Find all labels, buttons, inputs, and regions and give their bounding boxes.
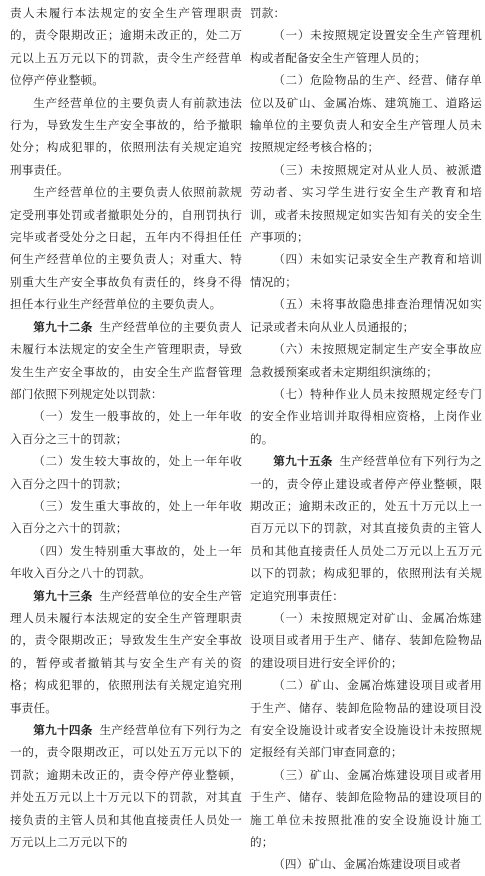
- paragraph-text: （一）发生一般事故的，处上一年年收入百分之三十的罚款；: [10, 409, 242, 446]
- paragraph-text: （五）未将事故隐患排查治理情况如实记录或者未向从业人员通报的；: [250, 297, 482, 334]
- paragraph-text: （七）特种作业人员未按照规定经专门的安全作业培训并取得相应资格，上岗作业的。: [250, 386, 482, 446]
- paragraph: [10, 405, 242, 450]
- left-column: [10, 2, 242, 853]
- paragraph: [250, 764, 482, 854]
- paragraph-text: （一）未按照规定设置安全生产管理机构或者配备安全生产管理人员的；: [250, 28, 482, 65]
- paragraph-text: （四）发生特别重大事故的，处上一年年收入百分之八十的罚款。: [10, 543, 242, 581]
- paragraph-text: （四）未如实记录安全生产教育和培训情况的；: [250, 252, 482, 289]
- paragraph-text: 罚款：: [250, 6, 286, 20]
- paragraph-text: （二）矿山、金属冶炼建设项目或者用于生产、储存、装卸危险物品的建设项目没有安全设施设计或者安全设施设计未按照规定报经有关部门审查同意的；: [250, 678, 482, 760]
- article-paragraph: [250, 450, 482, 607]
- article-paragraph: [10, 719, 242, 853]
- paragraph: [250, 248, 482, 293]
- paragraph-text: （六）未按照规定制定生产安全事故应急救援预案或者未定期组织演练的；: [250, 342, 482, 379]
- article-number: 第九十五条: [273, 454, 333, 469]
- paragraph-text: 生产经营单位有下列行为之一的，责令停止建设或者停产停业整顿，限期改正；逾期未改正的，处五十万元以上一百万元以下的罚款，对其直接负责的主管人员和其他直接责任人员处二万元以上五万元以下的罚款；构成犯罪的，依照刑法有关规定追究刑事责任：: [250, 454, 482, 603]
- paragraph: [250, 383, 482, 450]
- paragraph: [250, 853, 482, 875]
- paragraph: [250, 674, 482, 764]
- paragraph-text: （二）危险物品的生产、经营、储存单位以及矿山、金属冶炼、建筑施工、道路运输单位的主要负责人和安全生产管理人员未按照规定经考核合格的；: [250, 73, 482, 155]
- paragraph-text: 生产经营单位的主要负责人有前款违法行为，导致发生生产安全事故的，给予撤职处分；构成犯罪的，依照刑法有关规定追究刑事责任。: [10, 95, 242, 177]
- paragraph-text: 生产经营单位的主要负责人未履行本法规定的安全生产管理职责，导致发生生产安全事故的，由安全生产监督管理部门依照下列规定处以罚款：: [10, 319, 242, 401]
- article-paragraph: [10, 316, 242, 406]
- paragraph: [250, 338, 482, 383]
- paragraph-text: （三）发生重大事故的，处上一年年收入百分之六十的罚款；: [10, 498, 242, 536]
- paragraph-text: 生产经营单位的安全生产管理人员未履行本法规定的安全生产管理职责的，责令限期改正；导致发生生产安全事故的，暂停或者撤销其与安全生产有关的资格；构成犯罪的，依照刑法有关规定追究刑事责任。: [10, 588, 242, 715]
- paragraph: [250, 293, 482, 338]
- paragraph-text: 责人未履行本法规定的安全生产管理职责的，责令限期改正；逾期未改正的，处二万元以上五万元以下的罚款，责令生产经营单位停产停业整顿。: [10, 6, 242, 88]
- paragraph: [10, 92, 242, 182]
- paragraph-text: 生产经营单位有下列行为之一的，责令限期改正，可以处五万元以下的罚款；逾期未改正的，责令停产停业整顿，并处五万元以上十万元以下的罚款，对其直接负责的主管人员和其他直接责任人员处一万元以上二万元以下的: [10, 723, 242, 850]
- paragraph: [10, 540, 242, 585]
- paragraph: [250, 24, 482, 69]
- paragraph: [250, 69, 482, 159]
- article-paragraph: [10, 585, 242, 719]
- paragraph-text: （三）矿山、金属冶炼建设项目或者用于生产、储存、装卸危险物品的建设项目的施工单位未按照批准的安全设施设计施工的；: [250, 767, 482, 850]
- paragraph: [10, 495, 242, 540]
- paragraph: [250, 2, 482, 24]
- paragraph: [10, 450, 242, 495]
- paragraph-text: （四）矿山、金属冶炼建设项目或者: [273, 857, 462, 872]
- article-number: 第九十二条: [33, 319, 93, 334]
- paragraph: [10, 181, 242, 315]
- paragraph-text: （二）发生较大事故的，处上一年年收入百分之四十的罚款；: [10, 454, 242, 491]
- paragraph: [250, 159, 482, 249]
- article-number: 第九十三条: [33, 588, 93, 603]
- paragraph: [250, 607, 482, 674]
- paragraph: [10, 2, 242, 92]
- article-number: 第九十四条: [33, 723, 93, 737]
- right-column: [250, 2, 482, 876]
- paragraph-text: （三）未按照规定对从业人员、被派遣劳动者、实习学生进行安全生产教育和培训，或者未按照规定如实告知有关的安全生产事项的；: [250, 162, 482, 245]
- paragraph-text: （一）未按照规定对矿山、金属冶炼建设项目或者用于生产、储存、装卸危险物品的建设项目进行安全评价的；: [250, 610, 482, 670]
- paragraph-text: 生产经营单位的主要负责人依照前款规定受刑事处罚或者撤职处分的，自刑罚执行完毕或者受处分之日起，五年内不得担任任何生产经营单位的主要负责人；对重大、特别重大生产安全事故负有责任的，终身不得担任本行业生产经营单位的主要负责人。: [10, 185, 242, 312]
